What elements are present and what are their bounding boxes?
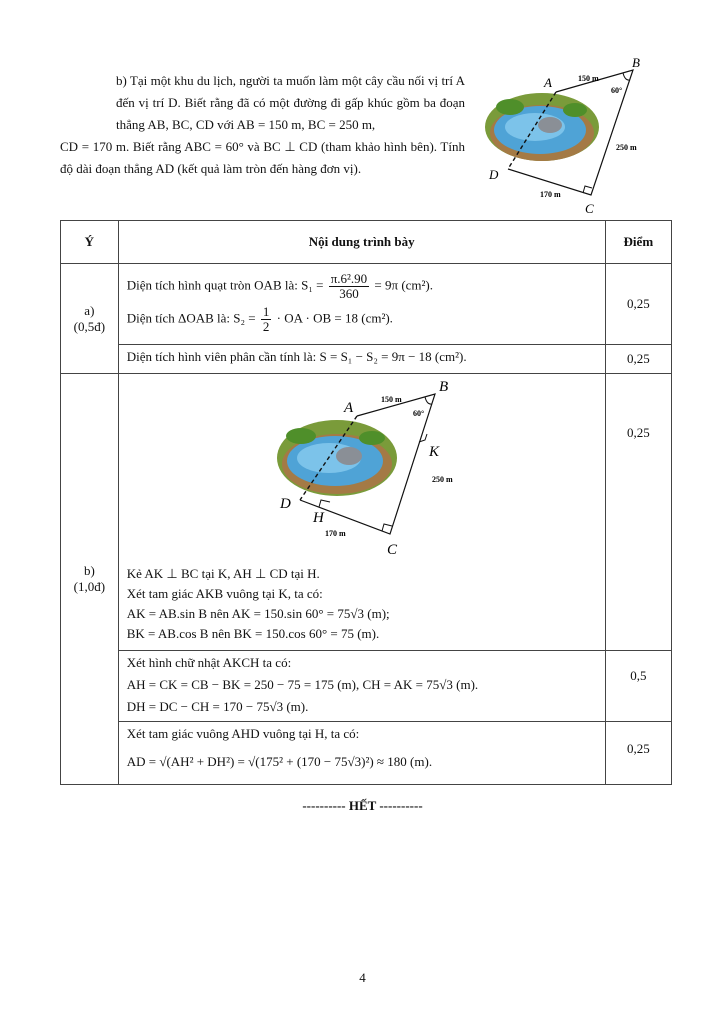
part-b-points-3: 0,25 <box>626 741 650 756</box>
pond-figure-top <box>480 55 680 220</box>
label-a: A <box>544 75 552 90</box>
part-a-label: a) <box>84 302 95 318</box>
part-b-label-cell <box>61 374 119 785</box>
page-number: 4 <box>359 970 366 985</box>
table-row <box>61 345 672 374</box>
part-b-content-2 <box>118 651 605 722</box>
part-a-points-1: 0,25 <box>605 264 671 345</box>
fraction-2: $\frac{1}{2}$ <box>262 304 270 334</box>
part-b-weight: (1,0đ) <box>73 579 106 594</box>
header-content: Nội dung trình bày <box>118 221 605 264</box>
problem-line-1: b) Tại một khu du lịch, người ta muốn làm một cây cầu nối vị trí A đến vị trí D. Biết rằng đã có một đường đi gấp khúc gồm ba đoạn thẳng AB, BC, CD với AB = 150 m, BC = 250 m, <box>116 73 465 132</box>
header-points: Điểm <box>605 221 671 264</box>
part-b-step3-line-2: AD = √(AH² + DH²) = √(175² + (170 − 75√3)²) ≈ 180 (m). <box>126 754 433 769</box>
part-b-points-2-cell <box>605 651 671 722</box>
part-b-step1-line-3: AK = AB.sin B nên AK = 150.sin 60° = 75√3 (m); <box>126 606 390 621</box>
right-angle-mark-h <box>319 500 330 507</box>
part-b-step2-line-2: AH = CK = CB − BK = 250 − 75 = 175 (m), CH = AK = 75√3 (m). <box>126 677 479 692</box>
part-a-label-cell <box>61 264 119 374</box>
label-h: H <box>312 510 324 526</box>
solution-table <box>60 220 672 785</box>
label-a: A <box>343 400 353 416</box>
part-b-content-1 <box>118 374 605 651</box>
length-cd: 170 m <box>540 190 561 199</box>
right-angle-mark-c <box>382 524 392 531</box>
part-b-label: b) <box>83 563 95 578</box>
part-b-points-1: 0,25 <box>626 425 650 440</box>
angle-label: 60° <box>611 86 623 95</box>
pond-illustration <box>277 420 397 496</box>
length-bc: 250 m <box>431 475 453 484</box>
label-c: C <box>585 201 594 216</box>
part-b-content-3 <box>118 722 605 785</box>
part-b-step1-line-2: Xét tam giác AKB vuông tại K, ta có: <box>126 586 323 601</box>
label-b: B <box>632 55 640 70</box>
length-bc: 250 m <box>616 143 637 152</box>
right-angle-mark <box>583 186 592 193</box>
length-cd: 170 m <box>324 529 346 538</box>
angle-label: 60° <box>412 409 424 418</box>
part-b-points-3-cell <box>605 722 671 785</box>
label-d: D <box>489 167 499 182</box>
pond-figure-solution <box>137 376 597 564</box>
part-a-line-2: Diện tích ΔOAB là: S₂ = $\frac{1}{2}$ · OA · OB = 18 (cm²). <box>126 304 393 334</box>
length-ab: 150 m <box>578 74 599 83</box>
header-y: Ý <box>61 221 119 264</box>
part-b-step1-line-1: Kẻ AK ⊥ BC tại K, AH ⊥ CD tại H. <box>126 566 320 581</box>
part-a-content-1 <box>118 264 605 345</box>
part-b-points-2: 0,5 <box>630 668 647 683</box>
table-row <box>61 374 672 651</box>
part-a-points-2: 0,25 <box>605 345 671 374</box>
part-b-step1-line-4: BK = AB.cos B nên BK = 150.cos 60° = 75 (m). <box>126 626 380 641</box>
table-row <box>61 722 672 785</box>
table-row <box>61 651 672 722</box>
part-a-line-3: Diện tích hình viên phân cần tính là: S = S₁ − S₂ = 9π − 18 (cm²). <box>118 345 605 374</box>
angle-arc <box>623 73 630 80</box>
part-a-weight: (0,5đ) <box>73 318 106 334</box>
angle-arc <box>425 397 432 404</box>
label-k: K <box>428 444 439 460</box>
part-b-points-1-cell <box>605 374 671 651</box>
label-d: D <box>279 496 291 512</box>
problem-text <box>60 70 465 180</box>
part-b-step2-line-3: DH = DC − CH = 170 − 75√3 (m). <box>126 699 309 714</box>
pond-illustration <box>485 93 599 161</box>
table-row <box>61 264 672 345</box>
end-marker: ---------- HẾT ---------- <box>302 798 423 813</box>
length-ab: 150 m <box>380 395 402 404</box>
label-c: C <box>386 542 397 558</box>
part-b-step3-line-1: Xét tam giác vuông AHD vuông tại H, ta có: <box>126 726 360 741</box>
part-b-step2-line-1: Xét hình chữ nhật AKCH ta có: <box>126 655 292 670</box>
label-b: B <box>438 379 448 395</box>
fraction-1: $\frac{\text{π.6².90}}{360}$ <box>330 271 368 301</box>
problem-line-2: CD = 170 m. Biết rằng ABC = 60° và BC ⊥ CD (tham khảo hình bên). Tính độ dài đoạn thẳng AD (kết quả làm tròn đến hàng đơn vị). <box>60 139 465 176</box>
table-header-row <box>61 221 672 264</box>
part-a-line-1: Diện tích hình quạt tròn OAB là: S₁ = $\frac{\text{π.6².90}}{360}$ = 9π (cm²). <box>126 271 434 301</box>
